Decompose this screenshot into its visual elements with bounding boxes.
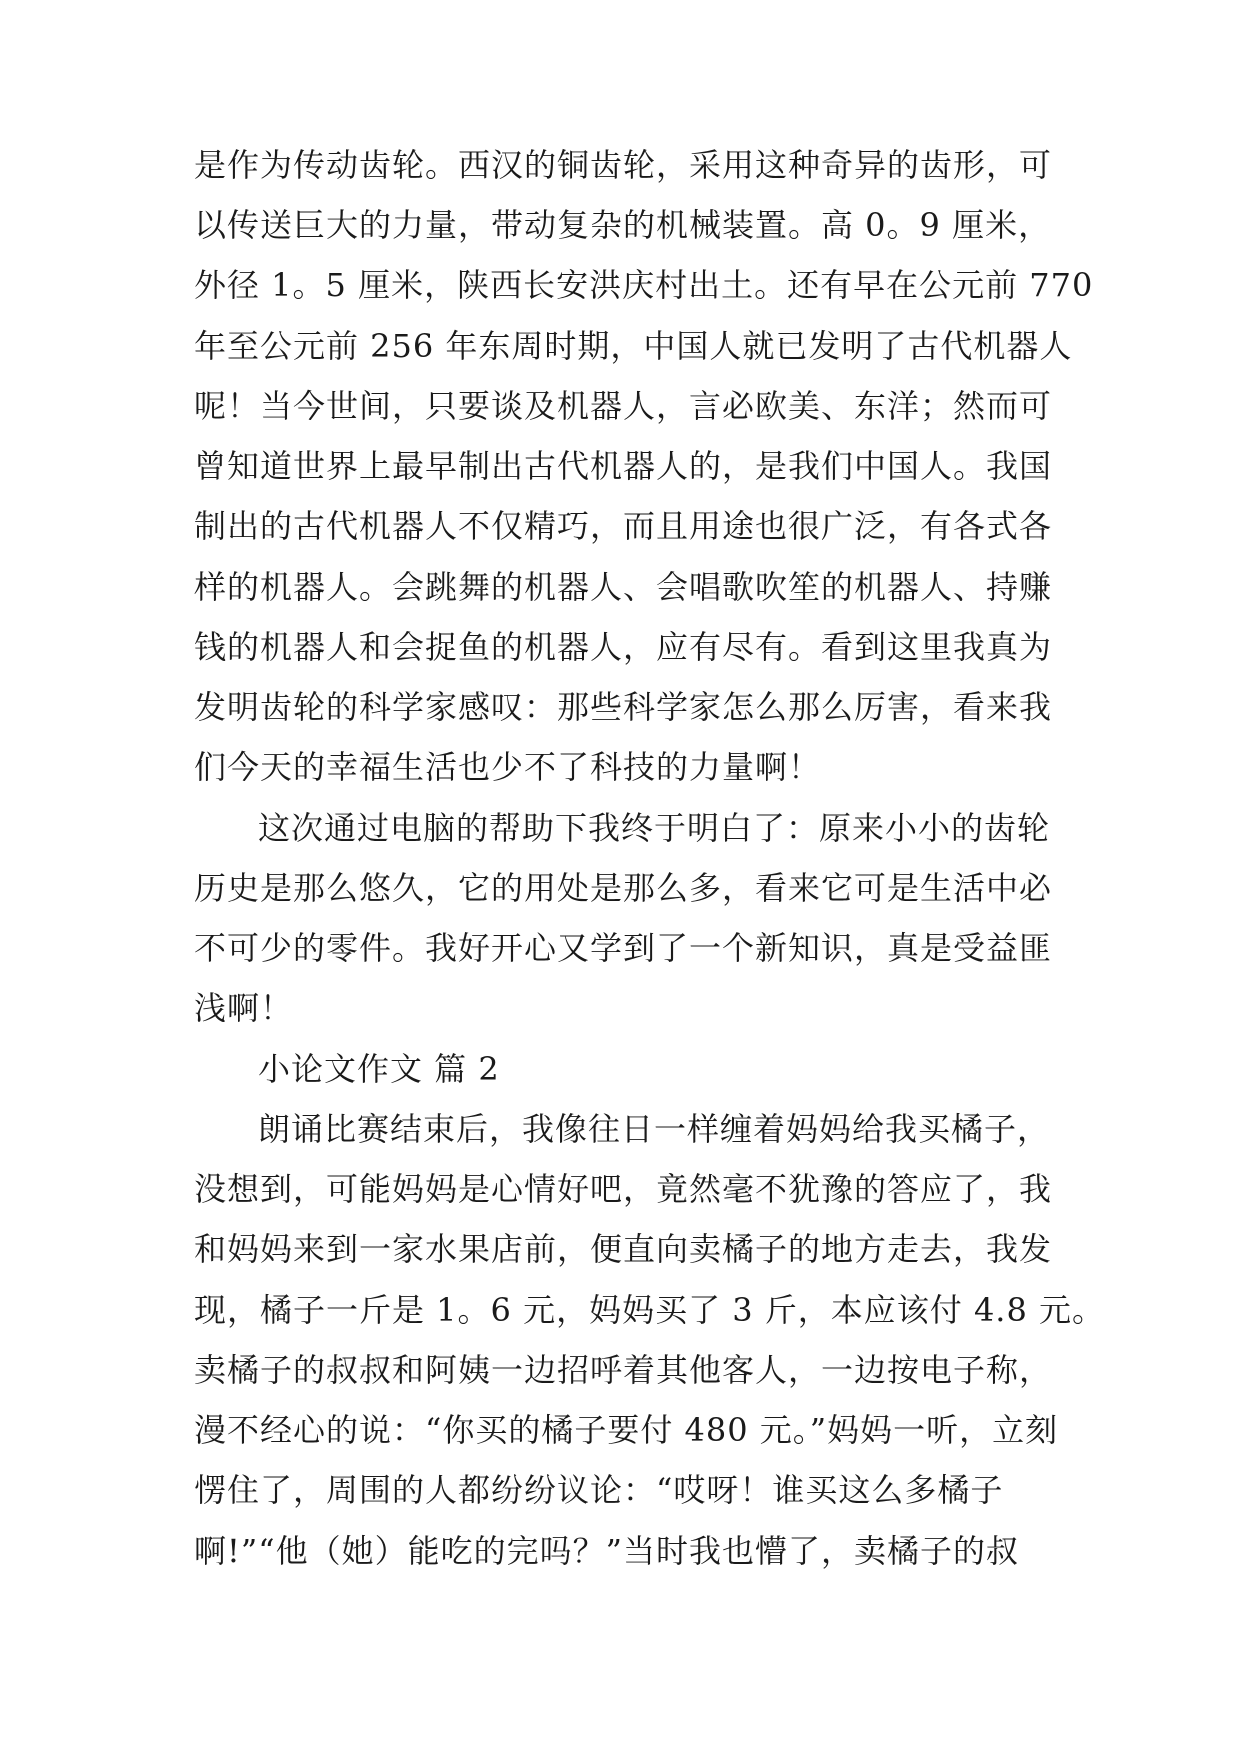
text-line: 样的机器人。会跳舞的机器人、会唱歌吹笙的机器人、持赚 <box>194 568 1053 606</box>
text-line: 年至公元前 256 年东周时期，中国人就已发明了古代机器人 <box>194 327 1073 365</box>
text-line: 是作为传动齿轮。西汉的铜齿轮，采用这种奇异的齿形，可 <box>194 146 1053 184</box>
text-line: 制出的古代机器人不仅精巧，而且用途也很广泛，有各式各 <box>194 507 1053 545</box>
text-line: 卖橘子的叔叔和阿姨一边招呼着其他客人，一边按电子称， <box>194 1351 1053 1389</box>
text-line: 以传送巨大的力量，带动复杂的机械装置。高 0。9 厘米， <box>194 206 1052 244</box>
text-line: 愣住了，周围的人都纷纷议论：“哎呀！谁买这么多橘子 <box>194 1471 1004 1509</box>
text-line: 没想到，可能妈妈是心情好吧，竟然毫不犹豫的答应了，我 <box>194 1170 1053 1208</box>
text-line: 呢！当今世间，只要谈及机器人，言必欧美、东洋；然而可 <box>194 387 1053 425</box>
text-line: 现，橘子一斤是 1。6 元，妈妈买了 3 斤，本应该付 4.8 元。 <box>194 1291 1106 1329</box>
text-line: 历史是那么悠久，它的用处是那么多，看来它可是生活中必 <box>194 869 1053 907</box>
text-line: 外径 1。5 厘米，陕西长安洪庆村出土。还有早在公元前 770 <box>194 266 1094 304</box>
text-line: 啊!”“他（她）能吃的完吗？”当时我也懵了，卖橘子的叔 <box>194 1532 1019 1570</box>
text-line: 发明齿轮的科学家感叹：那些科学家怎么那么厉害，看来我 <box>194 688 1053 726</box>
text-line: 浅啊！ <box>194 989 294 1027</box>
text-line: 和妈妈来到一家水果店前，便直向卖橘子的地方走去，我发 <box>194 1230 1053 1268</box>
text-line: 曾知道世界上最早制出古代机器人的，是我们中国人。我国 <box>194 447 1053 485</box>
section-heading: 小论文作文 篇 2 <box>258 1050 500 1088</box>
text-line: 不可少的零件。我好开心又学到了一个新知识，真是受益匪 <box>194 929 1053 967</box>
paragraph-first-line: 这次通过电脑的帮助下我终于明白了：原来小小的齿轮 <box>258 809 1051 847</box>
text-line: 们今天的幸福生活也少不了科技的力量啊！ <box>194 748 822 786</box>
text-line: 漫不经心的说：“你买的橘子要付 480 元。”妈妈一听，立刻 <box>194 1411 1059 1449</box>
paragraph-first-line: 朗诵比赛结束后，我像往日一样缠着妈妈给我买橘子， <box>258 1110 1051 1148</box>
text-line: 钱的机器人和会捉鱼的机器人，应有尽有。看到这里我真为 <box>194 628 1053 666</box>
